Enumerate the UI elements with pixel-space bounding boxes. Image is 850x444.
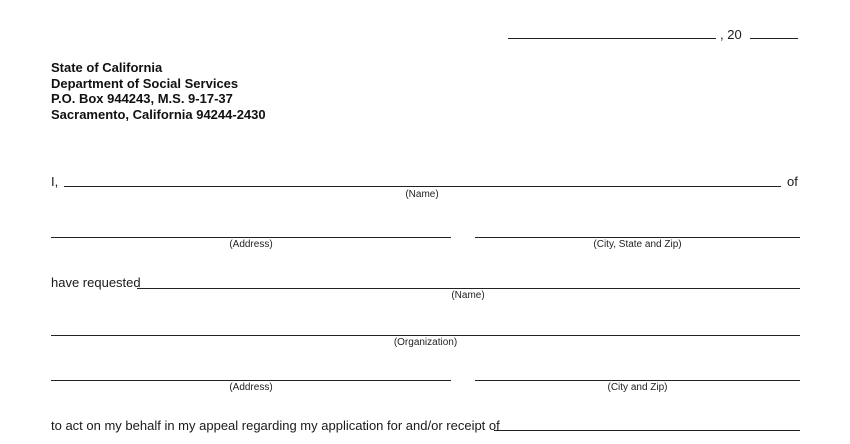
declarant-city-caption: (City, State and Zip) <box>593 239 682 250</box>
representative-city-field[interactable] <box>475 380 800 381</box>
recipient-line-4: Sacramento, California 94244-2430 <box>51 106 266 122</box>
recipient-line-3: P.O. Box 944243, M.S. 9-17-37 <box>51 91 233 106</box>
representative-name-field[interactable] <box>137 288 800 289</box>
year-field[interactable] <box>750 38 798 39</box>
declarant-prefix: I, <box>51 174 59 189</box>
date-year-prefix: , 20 <box>720 27 742 42</box>
representative-address-field[interactable] <box>51 380 451 381</box>
recipient-line-2: Department of Social Services <box>51 75 239 91</box>
representative-name-caption: (Name) <box>451 290 485 301</box>
purpose-text: to act on my behalf in my appeal regarding my application for and/or receipt of <box>51 418 500 433</box>
representative-prefix: have requested <box>51 275 141 290</box>
declarant-address-field[interactable] <box>51 237 451 238</box>
organization-field[interactable] <box>51 335 800 336</box>
purpose-field[interactable] <box>494 430 800 431</box>
recipient-address <box>51 60 266 122</box>
date-field[interactable] <box>508 38 716 39</box>
organization-caption: (Organization) <box>393 337 458 348</box>
declarant-suffix: of <box>787 174 798 189</box>
declarant-address-caption: (Address) <box>229 239 273 250</box>
declarant-name-field[interactable] <box>64 186 781 187</box>
representative-city-caption: (City and Zip) <box>607 382 668 393</box>
representative-address-caption: (Address) <box>229 382 273 393</box>
declarant-name-caption: (Name) <box>405 189 439 200</box>
recipient-line-1: State of California <box>51 60 163 75</box>
declarant-city-field[interactable] <box>475 237 800 238</box>
